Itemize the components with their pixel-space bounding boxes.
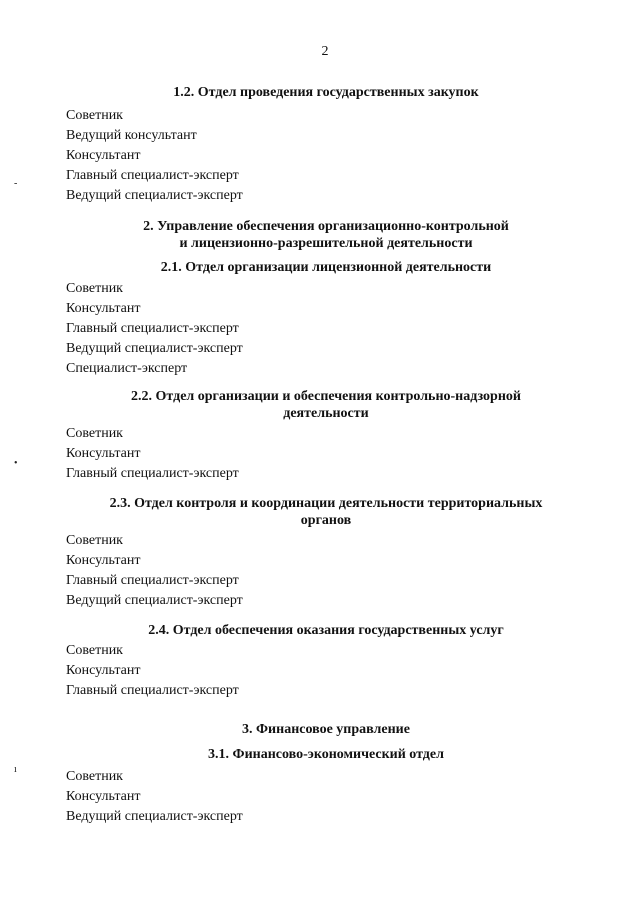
position-item: Советник [66,426,123,441]
heading-line: 2.4. Отдел обеспечения оказания государственных услуг [148,623,504,638]
position-item: Консультант [66,663,141,678]
position-item: Ведущий специалист-эксперт [66,188,243,203]
position-item: Главный специалист-эксперт [66,321,239,336]
heading-line: 1.2. Отдел проведения государственных закупок [173,85,479,100]
scan-mark: - [14,178,18,189]
document-body [0,84,640,827]
section-heading [0,259,640,276]
section-heading [0,218,640,252]
heading-line: 3. Финансовое управление [242,722,410,737]
position-item: Консультант [66,789,141,804]
heading-line: органов [300,513,352,528]
position-item: Специалист-эксперт [66,361,188,376]
section-1-2 [0,84,640,206]
section-heading [0,84,640,101]
position-item: Консультант [66,553,141,568]
section-3-1 [0,746,640,827]
heading-line: 2. Управление обеспечения организационно-контрольной [143,219,509,234]
position-item: Ведущий специалист-эксперт [66,809,243,824]
section-3 [0,721,640,738]
heading-line: 2.3. Отдел контроля и координации деятельности территориальных [109,496,543,511]
section-heading [0,746,640,763]
position-item: Советник [66,108,123,123]
page-number: 2 [321,44,329,59]
heading-line: 2.2. Отдел организации и обеспечения контрольно-надзорной [131,389,521,404]
section-heading [0,721,640,738]
section-2-4 [0,622,640,701]
position-item: Консультант [66,446,141,461]
position-item: Ведущий специалист-эксперт [66,341,243,356]
section-heading [0,388,640,422]
position-item: Консультант [66,148,141,163]
section-2-2 [0,388,640,484]
scan-mark: • [14,458,18,469]
section-2-3 [0,495,640,611]
section-2 [0,218,640,252]
position-item: Советник [66,769,123,784]
position-item: Советник [66,643,123,658]
position-item: Ведущий специалист-эксперт [66,593,243,608]
position-item: Главный специалист-эксперт [66,683,239,698]
heading-line: деятельности [283,406,369,421]
position-item: Ведущий консультант [66,128,197,143]
position-item: Консультант [66,301,141,316]
position-item: Главный специалист-эксперт [66,573,239,588]
heading-line: 3.1. Финансово-экономический отдел [208,747,444,762]
section-2-1 [0,259,640,379]
heading-line: и лицензионно-разрешительной деятельности [179,236,473,251]
position-item: Главный специалист-эксперт [66,168,239,183]
heading-line: 2.1. Отдел организации лицензионной деятельности [160,260,492,275]
section-heading [0,622,640,639]
scan-mark: ı [14,764,17,775]
section-heading [0,495,640,529]
position-item: Советник [66,533,123,548]
position-item: Советник [66,281,123,296]
position-item: Главный специалист-эксперт [66,466,239,481]
